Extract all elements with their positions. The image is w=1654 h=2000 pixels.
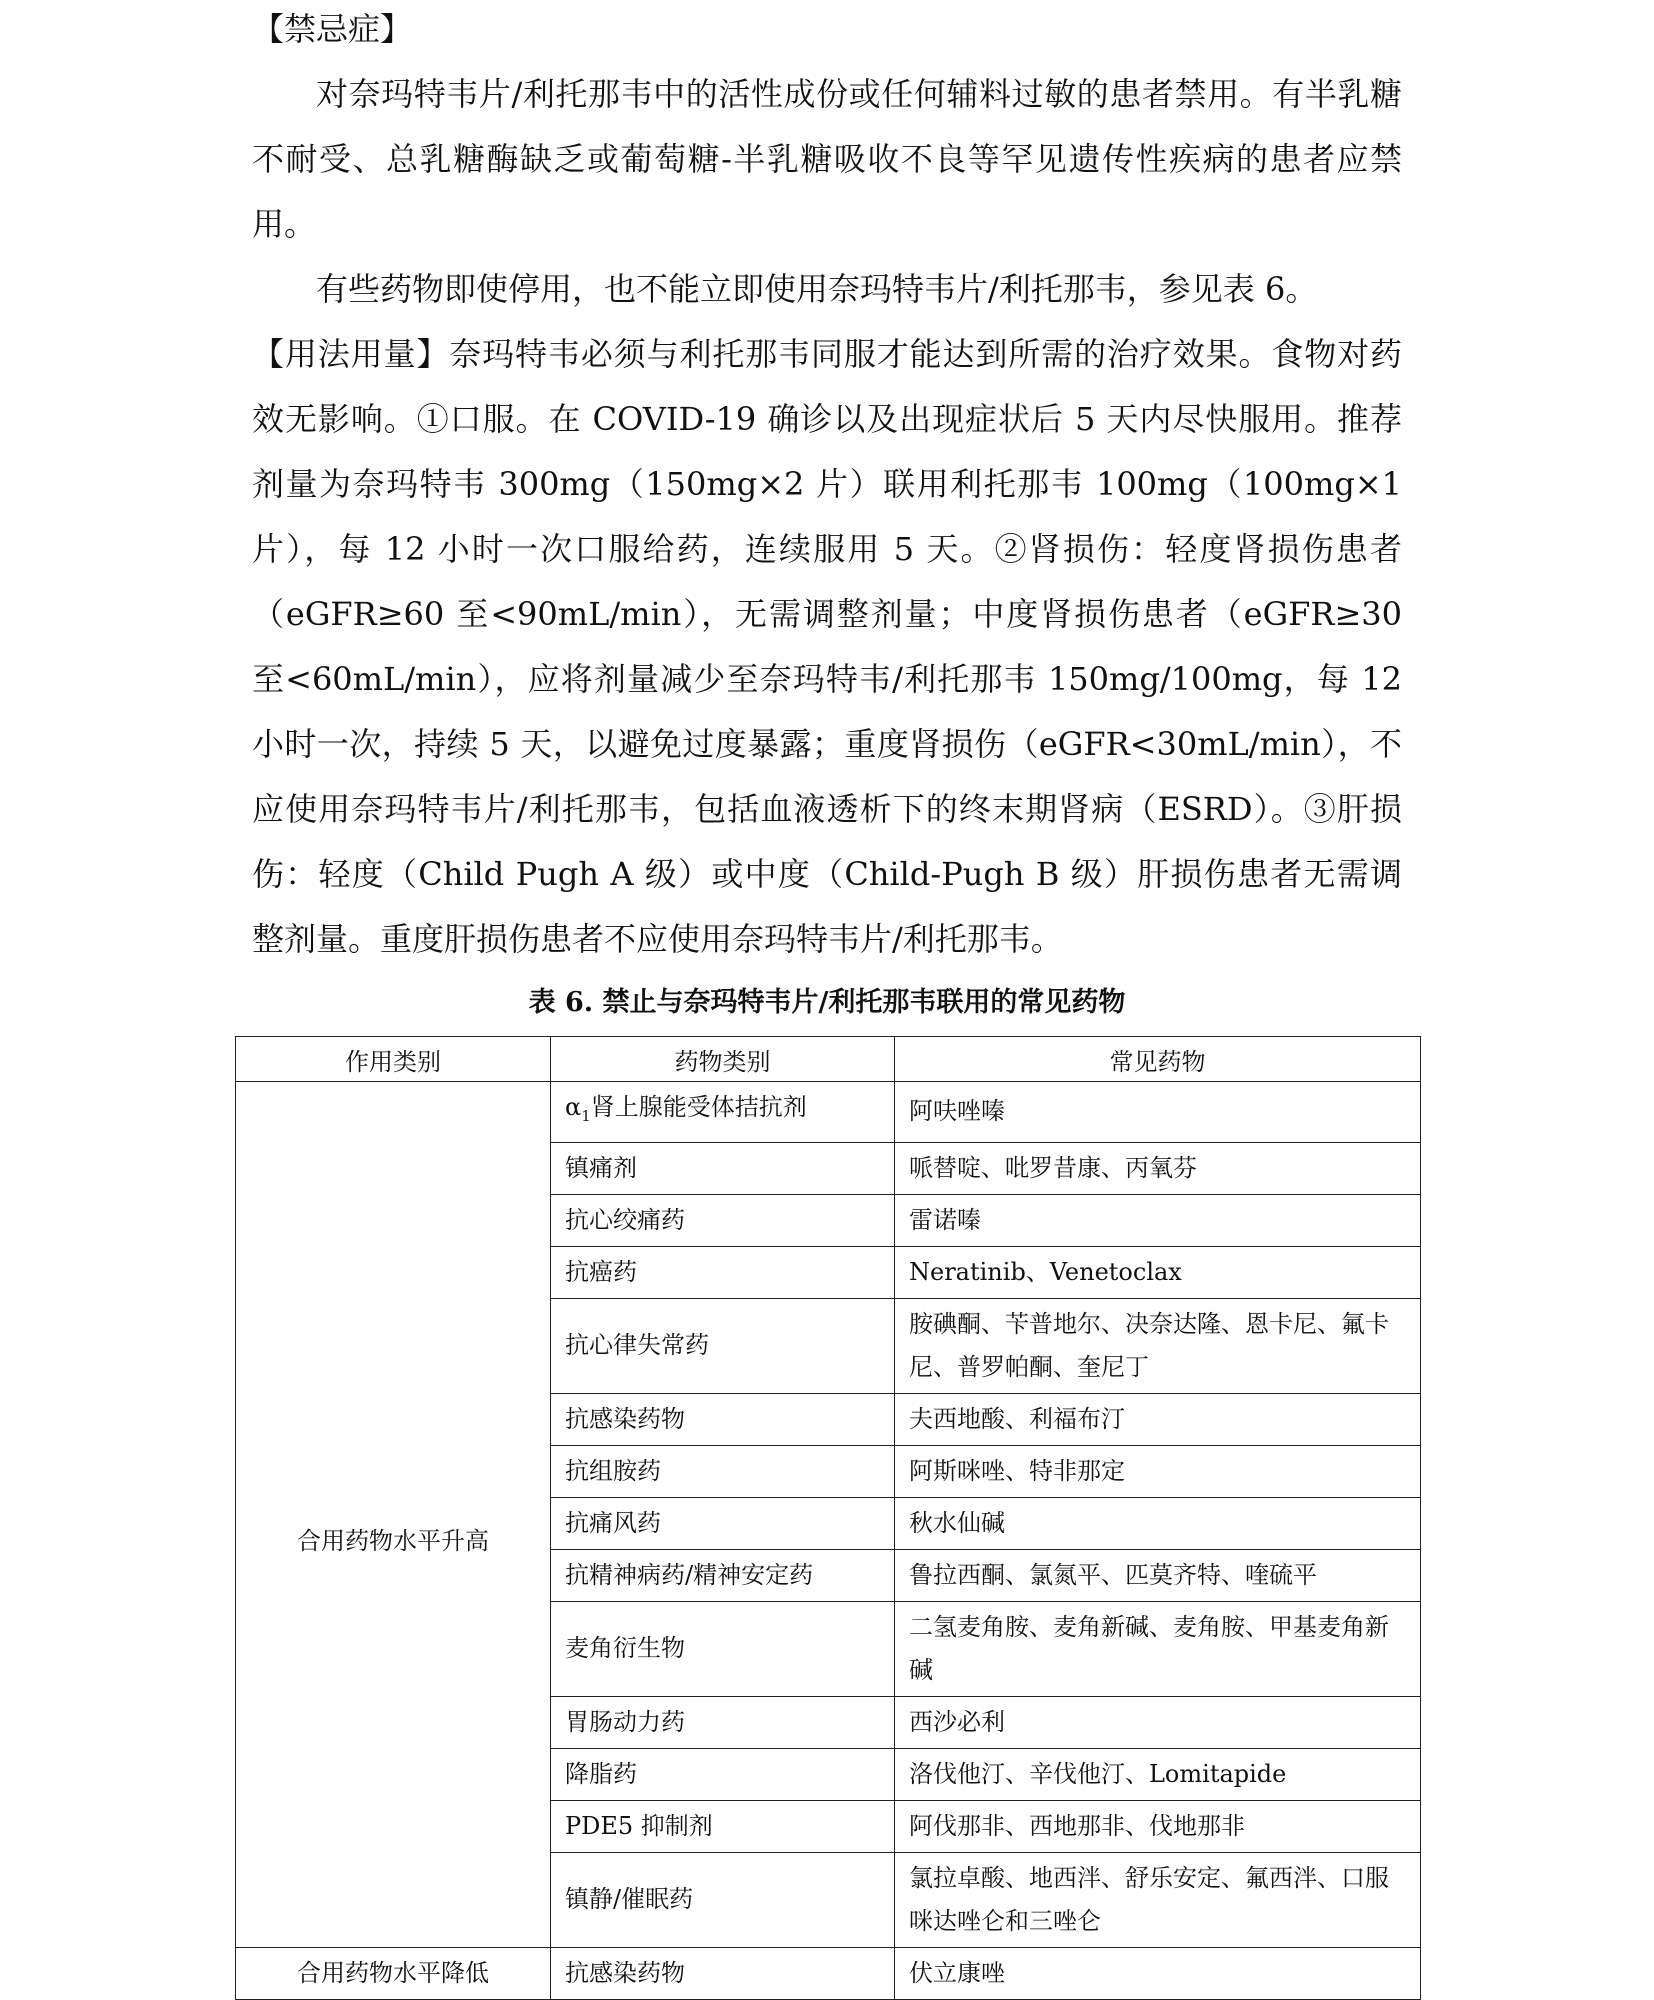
common-drugs: 阿呋唑嗪 xyxy=(895,1082,1421,1143)
common-drugs: 夫西地酸、利福布汀 xyxy=(895,1393,1421,1445)
table-header-row xyxy=(236,1037,1421,1082)
common-drugs: 阿伐那非、西地那非、伐地那非 xyxy=(895,1800,1421,1852)
effect-increase: 合用药物水平升高 xyxy=(236,1082,551,1948)
common-drugs: 西沙必利 xyxy=(895,1696,1421,1748)
drug-class: 胃肠动力药 xyxy=(551,1696,895,1748)
drug-class: 麦角衍生物 xyxy=(551,1601,895,1696)
common-drugs: 胺碘酮、苄普地尔、决奈达隆、恩卡尼、氟卡尼、普罗帕酮、奎尼丁 xyxy=(895,1298,1421,1393)
common-drugs: 阿斯咪唑、特非那定 xyxy=(895,1445,1421,1497)
drug-class: 抗感染药物 xyxy=(551,1947,895,1999)
table-row xyxy=(236,1082,1421,1143)
drug-class: PDE5 抑制剂 xyxy=(551,1800,895,1852)
common-drugs: 雷诺嗪 xyxy=(895,1194,1421,1246)
common-drugs: 氯拉卓酸、地西泮、舒乐安定、氟西泮、口服咪达唑仑和三唑仑 xyxy=(895,1852,1421,1947)
dosage-heading: 【用法用量】 xyxy=(252,335,450,373)
common-drugs: 鲁拉西酮、氯氮平、匹莫齐特、喹硫平 xyxy=(895,1549,1421,1601)
dosage-text: 奈玛特韦必须与利托那韦同服才能达到所需的治疗效果。食物对药效无影响。①口服。在 COVID-19 确诊以及出现症状后 5 天内尽快服用。推荐剂量为奈玛特韦 300mg（150mg×2 片）联用利托那韦 100mg（100mg×1 片），每 12 小时一次口服给药，连续服用 5 天。②肾损伤：轻度肾损伤患者（eGFR≥60 至<90mL/min），无需调整剂量；中度肾损伤患者（eGFR≥30 至<60mL/min），应将剂量减少至奈玛特韦/利托那韦 150mg/100mg，每 12 小时一次，持续 5 天，以避免过度暴露；重度肾损伤（eGFR<30mL/min），不应使用奈玛特韦片/利托那韦，包括血液透析下的终末期肾病（ESRD）。③肝损伤：轻度（Child Pugh A 级）或中度（Child-Pugh B 级）肝损伤患者无需调整剂量。重度肝损伤患者不应使用奈玛特韦片/利托那韦。 xyxy=(252,335,1402,958)
table-row xyxy=(236,1947,1421,1999)
drug-class: 抗感染药物 xyxy=(551,1393,895,1445)
drug-class: 抗心绞痛药 xyxy=(551,1194,895,1246)
drug-class: 抗精神病药/精神安定药 xyxy=(551,1549,895,1601)
common-drugs: 秋水仙碱 xyxy=(895,1497,1421,1549)
drug-class: 抗心律失常药 xyxy=(551,1298,895,1393)
contraindications-paragraph-1: 对奈玛特韦片/利托那韦中的活性成份或任何辅料过敏的患者禁用。有半乳糖不耐受、总乳糖酶缺乏或葡萄糖-半乳糖吸收不良等罕见遗传性疾病的患者应禁用。 xyxy=(252,75,1402,243)
alpha-class-text: 肾上腺能受体拮抗剂 xyxy=(590,1093,807,1121)
drug-table xyxy=(235,1036,1421,2000)
drug-class: 降脂药 xyxy=(551,1748,895,1800)
dosage-paragraph xyxy=(252,322,1402,972)
drug-class: 抗癌药 xyxy=(551,1246,895,1298)
alpha-symbol: α xyxy=(565,1093,582,1121)
drug-class: 镇静/催眠药 xyxy=(551,1852,895,1947)
table-title: 表 6. 禁止与奈玛特韦片/利托那韦联用的常见药物 xyxy=(528,987,1126,1018)
common-drugs: Neratinib、Venetoclax xyxy=(895,1246,1421,1298)
common-drugs: 洛伐他汀、辛伐他汀、Lomitapide xyxy=(895,1748,1421,1800)
header-common-drugs: 常见药物 xyxy=(895,1037,1421,1082)
header-effect: 作用类别 xyxy=(236,1037,551,1082)
header-drug-class: 药物类别 xyxy=(551,1037,895,1082)
common-drugs: 伏立康唑 xyxy=(895,1947,1421,1999)
drug-class: 抗痛风药 xyxy=(551,1497,895,1549)
drug-class xyxy=(551,1082,895,1143)
drug-class: 镇痛剂 xyxy=(551,1142,895,1194)
alpha-subscript: 1 xyxy=(581,1106,591,1125)
contraindications-paragraph-2: 有些药物即使停用，也不能立即使用奈玛特韦片/利托那韦，参见表 6。 xyxy=(316,270,1318,308)
common-drugs: 哌替啶、吡罗昔康、丙氧芬 xyxy=(895,1142,1421,1194)
contraindications-heading: 【禁忌症】 xyxy=(252,10,413,48)
effect-decrease: 合用药物水平降低 xyxy=(236,1947,551,1999)
common-drugs: 二氢麦角胺、麦角新碱、麦角胺、甲基麦角新碱 xyxy=(895,1601,1421,1696)
drug-class: 抗组胺药 xyxy=(551,1445,895,1497)
document-body xyxy=(252,0,1402,972)
